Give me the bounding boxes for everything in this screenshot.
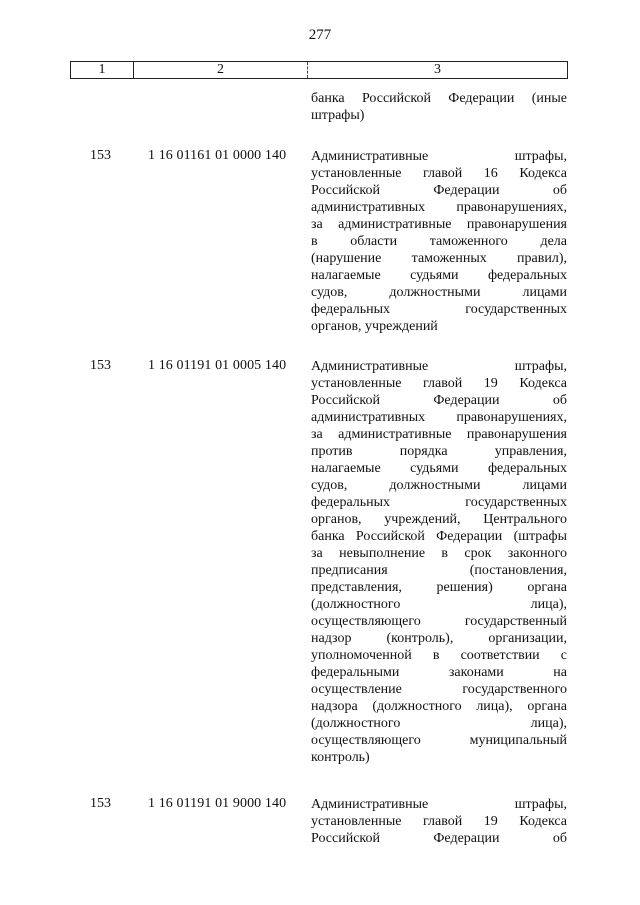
desc-line: установленные главой 16 Кодекса: [311, 166, 567, 181]
desc-line: административных правонарушениях,: [311, 410, 567, 425]
desc-line: (должностного лица),: [311, 716, 567, 731]
page-number: 277: [308, 27, 332, 43]
desc-line: контроль): [311, 750, 370, 765]
continuation-description: [311, 90, 567, 124]
desc-line: федеральных государственных: [311, 302, 567, 317]
desc-line: осуществляющего государственный: [311, 614, 567, 629]
desc-line: за невыполнение в срок законного: [311, 546, 567, 561]
desc-line: (должностного лица),: [311, 597, 567, 612]
desc-line: Российской Федерации об: [311, 393, 567, 408]
entry-description: [311, 148, 567, 335]
desc-line: осуществление государственного: [311, 682, 567, 697]
header-col-1: 1: [71, 62, 134, 78]
desc-line: органов, учреждений: [311, 319, 438, 334]
kbk-code: 1 16 01191 01 0005 140: [148, 358, 287, 373]
desc-line: банка Российской Федерации (штрафы: [311, 529, 567, 544]
desc-line: осуществляющего муниципальный: [311, 733, 567, 748]
desc-line: административных правонарушениях,: [311, 200, 567, 215]
desc-line: представления, решения) органа: [311, 580, 567, 595]
desc-line: установленные главой 19 Кодекса: [311, 376, 567, 391]
desc-line: Российской Федерации об: [311, 183, 567, 198]
desc-line: Административные штрафы,: [311, 797, 567, 812]
entry-description: [311, 358, 567, 766]
admin-code: 153: [90, 796, 111, 811]
desc-line: штрафы): [311, 108, 365, 123]
desc-line: (нарушение таможенных правил),: [311, 251, 567, 266]
desc-line: судов, должностными лицами: [311, 478, 567, 493]
desc-line: в области таможенного дела: [311, 234, 567, 249]
admin-code: 153: [90, 148, 111, 163]
desc-line: за административные правонарушения: [311, 427, 567, 442]
desc-line: против порядка управления,: [311, 444, 567, 459]
desc-line: Административные штрафы,: [311, 359, 567, 374]
desc-line: органов, учреждений, Центрального: [311, 512, 567, 527]
desc-line: надзора (должностного лица), органа: [311, 699, 567, 714]
entry-description: [311, 796, 567, 847]
desc-line: федеральных государственных: [311, 495, 567, 510]
desc-line: Российской Федерации об: [311, 831, 567, 846]
desc-line: предписания (постановления,: [311, 563, 567, 578]
desc-line: надзор (контроль), организации,: [311, 631, 567, 646]
desc-line: судов, должностными лицами: [311, 285, 567, 300]
desc-line: налагаемые судьями федеральных: [311, 461, 567, 476]
desc-line: налагаемые судьями федеральных: [311, 268, 567, 283]
desc-line: банка Российской Федерации (иные: [311, 91, 567, 106]
desc-line: федеральными законами на: [311, 665, 567, 680]
table-header: [70, 61, 568, 79]
admin-code: 153: [90, 358, 111, 373]
desc-line: установленные главой 19 Кодекса: [311, 814, 567, 829]
desc-line: за административные правонарушения: [311, 217, 567, 232]
header-col-2: 2: [134, 62, 308, 78]
desc-line: Административные штрафы,: [311, 149, 567, 164]
kbk-code: 1 16 01191 01 9000 140: [148, 796, 287, 811]
header-col-3: 3: [434, 62, 441, 77]
kbk-code: 1 16 01161 01 0000 140: [148, 148, 287, 163]
desc-line: уполномоченной в соответствии с: [311, 648, 567, 663]
